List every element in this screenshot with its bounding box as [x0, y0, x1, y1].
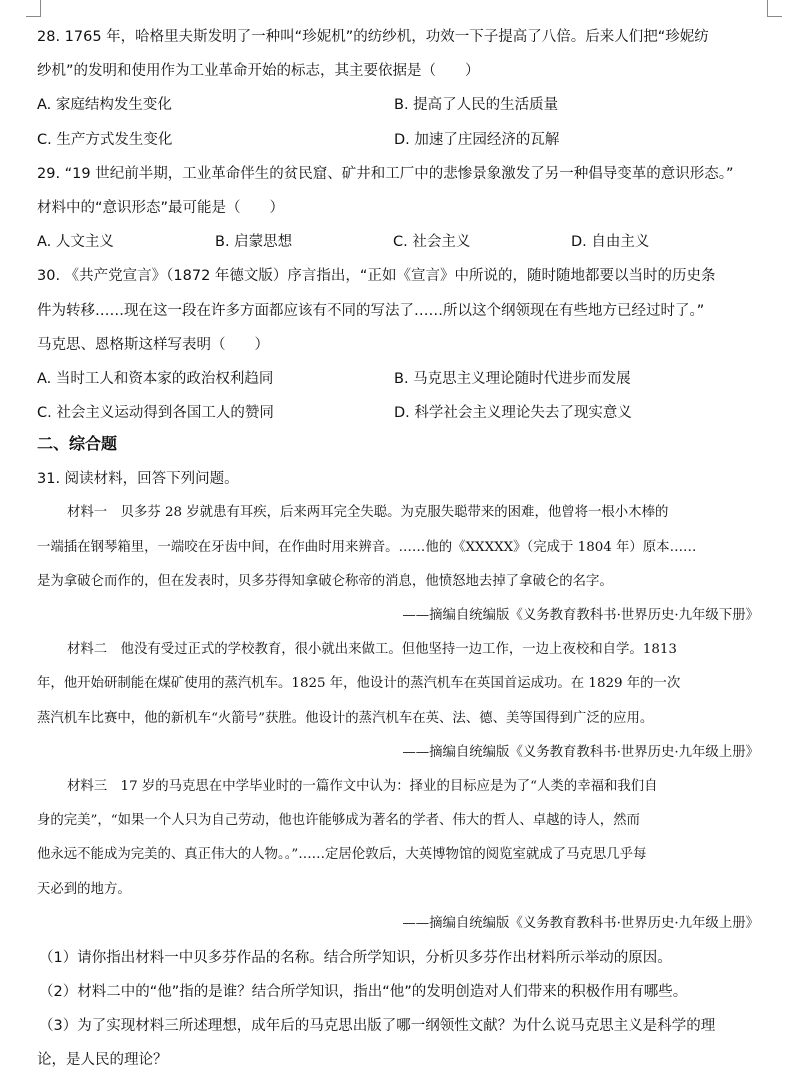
option-c: C. 社会主义 — [393, 234, 471, 251]
material-2 — [37, 633, 765, 770]
option-b: B. 马克思主义理论随时代进步而发展 — [394, 370, 631, 387]
exam-page — [37, 20, 765, 1078]
option-b: B. 启蒙思想 — [215, 234, 293, 251]
question-29-options-row — [37, 225, 765, 259]
question-30-options-row-2 — [37, 396, 765, 430]
crop-mark-right — [767, 0, 782, 17]
question-31-intro: 31. 阅读材料，回答下列问题。 — [37, 471, 239, 488]
crop-mark-left — [26, 0, 41, 17]
material-3-line-2: 身的完美”，“如果一个人只为自己劳动，他也许能够成为著名的学者、伟大的哲人、卓越的诗人，然而 — [37, 813, 640, 829]
material-1-source: ——摘编自统编版《义务教育教科书·世界历史·九年级下册》 — [402, 608, 759, 623]
question-29 — [37, 157, 765, 260]
question-28-options-row-1 — [37, 88, 765, 122]
option-d: D. 自由主义 — [571, 234, 650, 251]
question-30-options-row-1 — [37, 362, 765, 396]
option-a: A. 家庭结构发生变化 — [37, 97, 172, 114]
question-29-stem-line-1: 29. “19 世纪前半期，工业革命伴生的贫民窟、矿井和工厂中的悲惨景象激发了另一种倡导变革的意识形态。” — [37, 165, 734, 182]
section-heading: 二、综合题 — [37, 434, 118, 454]
sub-question-3-line-1: （3）为了实现材料三所述理想，成年后的马克思出版了哪一纲领性文献？为什么说马克思主义是科学的理 — [39, 1018, 716, 1035]
material-1 — [37, 496, 765, 633]
question-28-stem-line-2: 纱机”的发明和使用作为工业革命开始的标志，其主要依据是（ ） — [37, 63, 480, 80]
option-d: D. 加速了庄园经济的瓦解 — [394, 131, 560, 148]
material-2-line-1: 材料二 他没有受过正式的学校教育，很小就出来做工。但他坚持一边工作，一边上夜校和自学。1813 — [67, 642, 677, 658]
material-3-source: ——摘编自统编版《义务教育教科书·世界历史·九年级上册》 — [402, 915, 759, 931]
question-28-options-row-2 — [37, 123, 765, 157]
question-30-stem-line-2: 件为转移……现在这一段在许多方面都应该有不同的写法了……所以这个纲领现在有些地方已经过时了。” — [37, 302, 705, 319]
question-31 — [37, 462, 765, 1077]
material-3 — [37, 770, 765, 941]
material-3-line-3: 他永远不能成为完美的、真正伟大的人物。。”……定居伦敦后，大英博物馆的阅览室就成了马克思几乎每 — [37, 847, 647, 863]
material-2-line-3: 蒸汽机车比赛中，他的新机车“火箭号”获胜。他设计的蒸汽机车在英、法、德、美等国得到广泛的应用。 — [37, 710, 654, 726]
question-30-stem-line-1: 30. 《共产党宣言》（1872 年德文版）序言指出，“正如《宣言》中所说的，随时随地都要以当时的历史条 — [37, 268, 716, 285]
option-a: A. 人文主义 — [37, 234, 114, 251]
material-2-line-2: 年，他开始研制能在煤矿使用的蒸汽机车。1825 年，他设计的蒸汽机车在英国首运成功。在 1829 年的一次 — [37, 676, 681, 692]
material-1-line-1: 材料一 贝多芬 28 岁就患有耳疾，后来两耳完全失聪。为克服失聪带来的困难，他曾将一根小木棒的 — [67, 505, 669, 521]
material-2-source: ——摘编自统编版《义务教育教科书·世界历史·九年级上册》 — [402, 744, 759, 760]
option-b: B. 提高了人民的生活质量 — [394, 97, 559, 114]
sub-question-1: （1）请你指出材料一中贝多芬作品的名称。结合所学知识，分析贝多芬作出材料所示举动的原因。 — [39, 949, 672, 966]
question-28 — [37, 20, 765, 157]
option-d: D. 科学社会主义理论失去了现实意义 — [394, 405, 632, 422]
material-3-line-1: 材料三 17 岁的马克思在中学毕业时的一篇作文中认为：择业的目标应是为了“人类的幸福和我们自 — [67, 778, 658, 794]
sub-question-3-line-2: 论，是人民的理论？ — [37, 1052, 168, 1069]
option-c: C. 生产方式发生变化 — [37, 131, 173, 148]
sub-questions — [37, 941, 765, 1078]
material-3-line-4: 天必到的地方。 — [37, 881, 131, 897]
material-1-line-3: 是为拿破仑而作的，但在发表时，贝多芬得知拿破仑称帝的消息，他愤怒地去掉了拿破仑的名字。 — [37, 573, 613, 589]
option-c: C. 社会主义运动得到各国工人的赞同 — [37, 405, 274, 422]
question-29-stem-line-2: 材料中的“意识形态”最可能是（ ） — [37, 199, 285, 216]
question-30 — [37, 259, 765, 430]
question-30-stem-line-3: 马克思、恩格斯这样写表明（ ） — [37, 336, 269, 353]
sub-question-2: （2）材料二中的“他”指的是谁？结合所学知识，指出“他”的发明创造对人们带来的积极作用有哪些。 — [39, 984, 688, 1001]
question-28-stem-line-1: 28. 1765 年，哈格里夫斯发明了一种叫“珍妮机”的纺纱机，功效一下子提高了八倍。后来人们把“珍妮纺 — [37, 29, 709, 45]
option-a: A. 当时工人和资本家的政治权利趋同 — [37, 370, 274, 387]
material-1-line-2: 一端插在钢琴箱里，一端咬在牙齿中间，在作曲时用来辨音。……他的《XXXXX》（完成于 1804 年）原本…… — [37, 539, 697, 555]
